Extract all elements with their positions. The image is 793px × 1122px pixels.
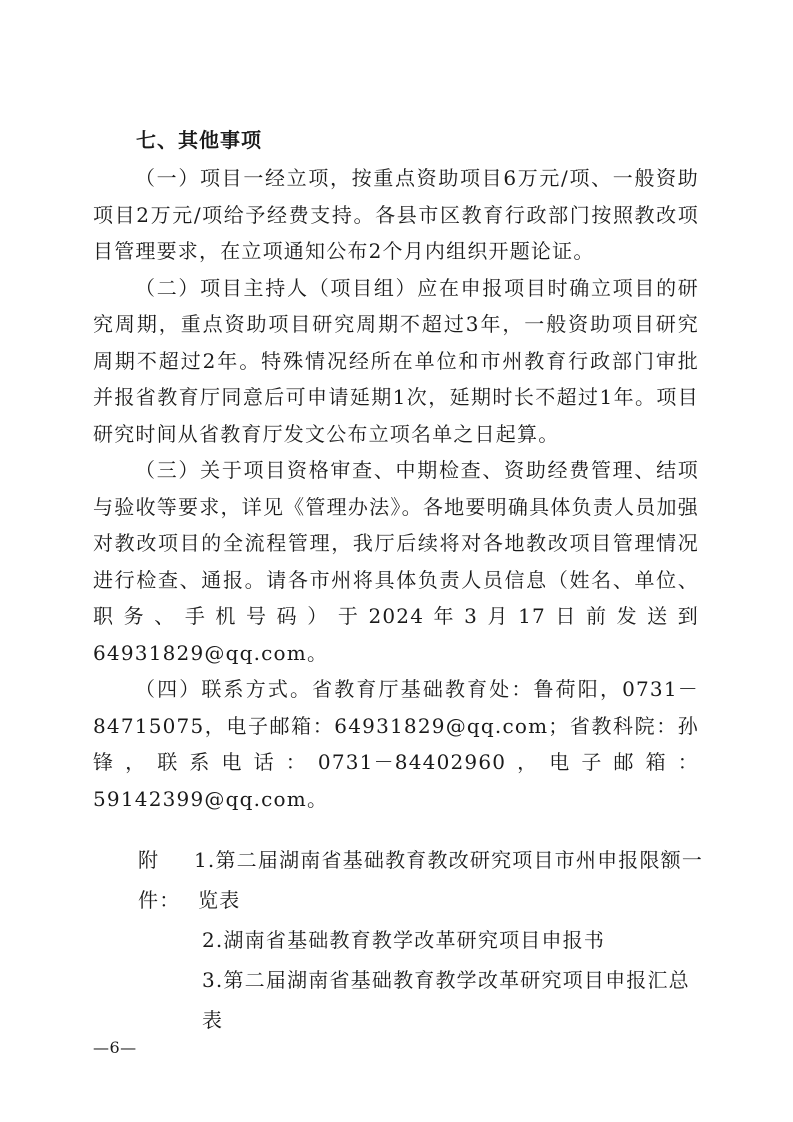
page-number: —6— <box>93 1038 137 1057</box>
paragraph-contact: （四）联系方式。省教育厅基础教育处：鲁荷阳，0731－84715075，电子邮箱：64931829@qq.com；省教科院：孙锋，联系电话：0731－84402960，电子邮箱：59142399@qq.com。 <box>93 677 699 811</box>
attachment-item-2: 2.湖南省基础教育教学改革研究项目申报书 <box>202 928 606 952</box>
paragraph-research-period: （二）项目主持人（项目组）应在申报项目时确立项目的研究周期，重点资助项目研究周期不超过3年，一般资助项目研究周期不超过2年。特殊情况经所在单位和市州教育行政部门审批并报省教育厅同意后可申请延期1次，延期时长不超过1年。项目研究时间从省教育厅发文公布立项名单之日起算。 <box>93 275 699 446</box>
paragraph-management: （三）关于项目资格审查、中期检查、资助经费管理、结项与验收等要求，详见《管理办法》。各地要明确具体负责人员加强对教改项目的全流程管理，我厅后续将对各地教改项目管理情况进行检查、通报。请各市州将具体负责人员信息（姓名、单位、职务、手机号码）于2024年3月17日前发送到64931829@qq.com。 <box>93 458 699 665</box>
attachments-list <box>194 840 708 1040</box>
document-body <box>93 160 699 817</box>
attachment-item-3: 3.第二届湖南省基础教育教学改革研究项目申报汇总表 <box>202 968 690 1032</box>
paragraph-funding: （一）项目一经立项，按重点资助项目6万元/项、一般资助项目2万元/项给予经费支持。各县市区教育行政部门按照教改项目管理要求，在立项通知公布2个月内组织开题论证。 <box>93 166 699 263</box>
attachments-label: 附件： <box>138 848 181 912</box>
section-title: 七、其他事项 <box>136 128 262 152</box>
attachments-section <box>138 840 708 1040</box>
attachment-item-1: 1.第二届湖南省基础教育教改研究项目市州申报限额一览表 <box>194 848 704 912</box>
